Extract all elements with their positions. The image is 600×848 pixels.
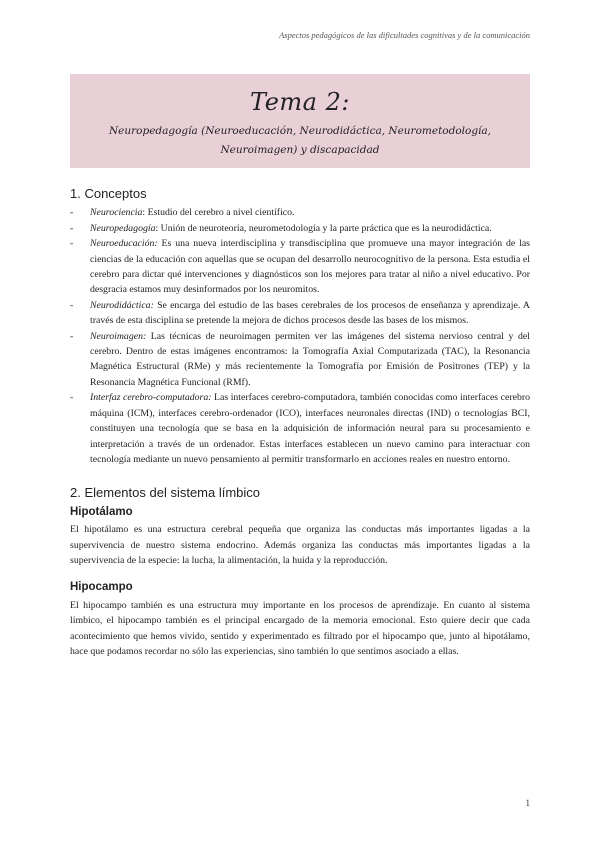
chapter-subtitle: Neuropedagogía (Neuroeducación, Neurodidáctica, Neurometodología, Neuroimagen) y discapacidad (108, 125, 492, 156)
concept-term: Neuroeducación: (90, 238, 158, 250)
hipotalamo-paragraph: El hipotálamo es una estructura cerebral pequeña que organiza las conductas más importantes ligadas a la supervivencia de nuestro sistema endocrino. Además organiza las conductas más importantes ligadas a la supervivencia de la especie: la lucha, la alimentación, la huida y la reproducción. (70, 524, 530, 566)
concept-text: Se encarga del estudio de las bases cerebrales de los procesos de enseñanza y aprendizaje. A través de esta disciplina se pretende la mejora de dichos procesos desde las bases de los mismos. (90, 299, 531, 327)
running-header: Aspectos pedagógicos de las dificultades cognitivas y de la comunicación (279, 30, 530, 40)
concept-item: - Neurodidáctica: Se encarga del estudio de las bases cerebrales de los procesos de enseñanza y aprendizaje. A través de esta disciplina se pretende la mejora de dichos procesos desde las bases de los mismos. (70, 299, 531, 327)
document-body (70, 186, 530, 659)
concept-item: - Neurociencia: Estudio del cerebro a nivel científico. (70, 207, 295, 219)
concept-item: - Interfaz cerebro-computadora: Las interfaces cerebro-computadora, también conocidas como interfaces cerebro máquina (ICM), interfaces cerebro-ordenador (ICO), interfaces neuronales directas (IND) o tecnologías BCI, constituyen una tecnología que se basa en la adquisición de información neural para su procesamiento e interpretación a través de un ordenador. Estas interfaces establecen un nuevo camino para interactuar con tecnología mediante un nuevo pensamiento al permitir transformarlo en acciones reales en nuestro entorno. (70, 392, 530, 465)
title-box (70, 74, 530, 168)
hipocampo-heading: Hipocampo (70, 581, 133, 594)
concept-item: - Neuroimagen: Las técnicas de neuroimagen permiten ver las imágenes del sistema nervioso central y del cerebro. Dentro de estas imágenes encontramos: la Tomografía Axial Computarizada (TAC), la Resonancia Magnética Estructural (RMe) y más recientemente la Tomografía por Emisión de Positrones (TEP) y la Resonancia Magnética Funcional (RMf). (70, 330, 530, 388)
hipotalamo-heading: Hipotálamo (70, 505, 133, 518)
page-number: 1 (525, 798, 530, 808)
hipocampo-paragraph: El hipocampo también es una estructura muy importante en los procesos de aprendizaje. En cuanto al sistema límbico, el hipocampo también es el principal encargado de la memoria emocional. Esto quiere decir que cada acontecimiento que hemos vivido, sentido y experimentado es filtrado por el hipocampo que, junto al hipotálamo, hace que podamos recordar no sólo las experiencias, sino también lo que sentimos asociado a ellas. (70, 599, 530, 657)
section-1-heading: 1. Conceptos (70, 186, 147, 201)
concept-item: - Neuroeducación: Es una nueva interdisciplina y transdisciplina que promueve una mayor integración de las ciencias de la educación con aquellas que se ocupan del desarrollo neurocognitivo de la persona. Esta estudia el cerebro para dictar qué intervenciones y diagnósticos son los mejores para tratar al niño a nivel educativo. Por desgracia estamos muy desinformados por los neuromitos. (70, 238, 530, 296)
concept-text: Estudio del cerebro a nivel científico. (147, 207, 295, 219)
section-2-heading: 2. Elementos del sistema límbico (70, 485, 261, 501)
concept-text: Las técnicas de neuroimagen permiten ver las imágenes del sistema nervioso central y del cerebro. Dentro de estas imágenes encontramos: la Tomografía Axial Computarizada (TAC), la Resonancia Magnética Estructural (RMe) y más recientemente la Tomografía por Emisión de Positrones (TEP) y la Resonancia Magnética Funcional (RMf). (90, 330, 530, 388)
concept-text: Es una nueva interdisciplina y transdisciplina que promueve una mayor integración de las ciencias de la educación con aquellas que se ocupan del desarrollo neurocognitivo de la persona. Esta estudia el cerebro para dictar qué intervenciones y diagnósticos son los mejores para tratar al niño a nivel educativo. Por desgracia estamos muy desinformados por los neuromitos. (90, 238, 530, 296)
concept-item: - Neuropedagogía: Unión de neuroteoría, neurometodología y la parte práctica que es la neurodidáctica. (70, 222, 492, 234)
concept-term: Neuroimagen: (90, 330, 147, 342)
concepts-list (70, 205, 530, 467)
concept-term: Neurodidáctica: (90, 299, 154, 311)
concept-term: Interfaz cerebro-computadora: (90, 392, 212, 404)
chapter-title: Tema 2: (250, 88, 350, 116)
concept-text: Unión de neuroteoría, neurometodología y la parte práctica que es la neurodidáctica. (160, 222, 492, 234)
concept-term: Neurociencia (90, 207, 143, 219)
concept-text: Las interfaces cerebro-computadora, también conocidas como interfaces cerebro máquina (ICM), interfaces cerebro-ordenador (ICO), interfaces neuronales directas (IND) o tecnologías BCI, constituyen una tecnología que se basa en la adquisición de información neural para su procesamiento e interpretación a través de un ordenador. Estas interfaces establecen un nuevo camino para interactuar con tecnología mediante un nuevo pensamiento al permitir transformarlo en acciones reales en nuestro entorno. (90, 392, 530, 465)
concept-term: Neuropedagogía (90, 222, 156, 234)
